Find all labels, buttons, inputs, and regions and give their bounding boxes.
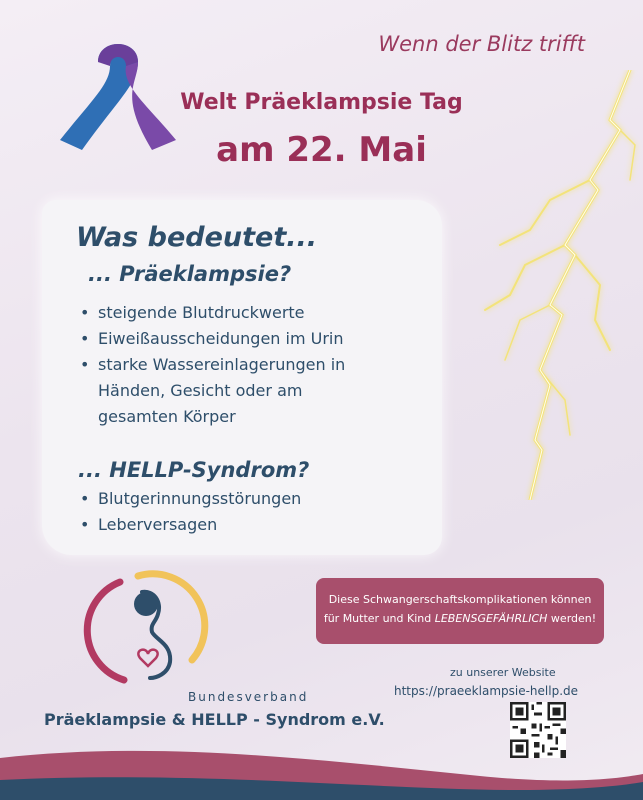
warning-suffix: werden! (547, 612, 597, 625)
pregnant-woman-logo-icon (80, 570, 210, 685)
hellp-list (78, 486, 428, 538)
tagline: Wenn der Blitz trifft (378, 32, 585, 56)
footer-wave (0, 700, 643, 800)
list-item: • starke Wassereinlagerungen in (78, 352, 428, 378)
warning-box (316, 578, 604, 644)
list-item-continuation (98, 378, 302, 430)
preeclampsia-list (78, 300, 428, 378)
organization-super-title: Bundesverband (188, 690, 309, 704)
info-heading: Was bedeutet... (76, 222, 318, 253)
warning-emphasis: LEBENSGEFÄHRLICH (434, 612, 548, 625)
warning-line-2 (316, 609, 604, 628)
organization-name: Präeklampsie & HELLP - Syndrom e.V. (44, 710, 385, 729)
website-label: zu unserer Website (450, 666, 556, 679)
preeclampsia-heading: ... Präeklampsie? (88, 262, 292, 286)
info-panel (42, 200, 442, 555)
list-item: • Blutgerinnungsstörungen (78, 486, 428, 512)
list-item-continuation-line: gesamten Körper (98, 407, 236, 426)
event-title: Welt Präeklampsie Tag (180, 90, 463, 115)
website-link[interactable]: https://praeeklampsie-hellp.de (394, 684, 579, 698)
warning-prefix: für Mutter und Kind (323, 612, 435, 625)
warning-line-1: Diese Schwangerschaftskomplikationen können (328, 593, 592, 606)
event-date: am 22. Mai (216, 130, 427, 170)
hellp-heading: ... HELLP-Syndrom? (78, 458, 310, 482)
list-item: • Eiweißausscheidungen im Urin (78, 326, 428, 352)
list-item-continuation-line: Händen, Gesicht oder am (98, 381, 303, 400)
list-item: • Leberversagen (78, 512, 428, 538)
list-item: • steigende Blutdruckwerte (78, 300, 428, 326)
